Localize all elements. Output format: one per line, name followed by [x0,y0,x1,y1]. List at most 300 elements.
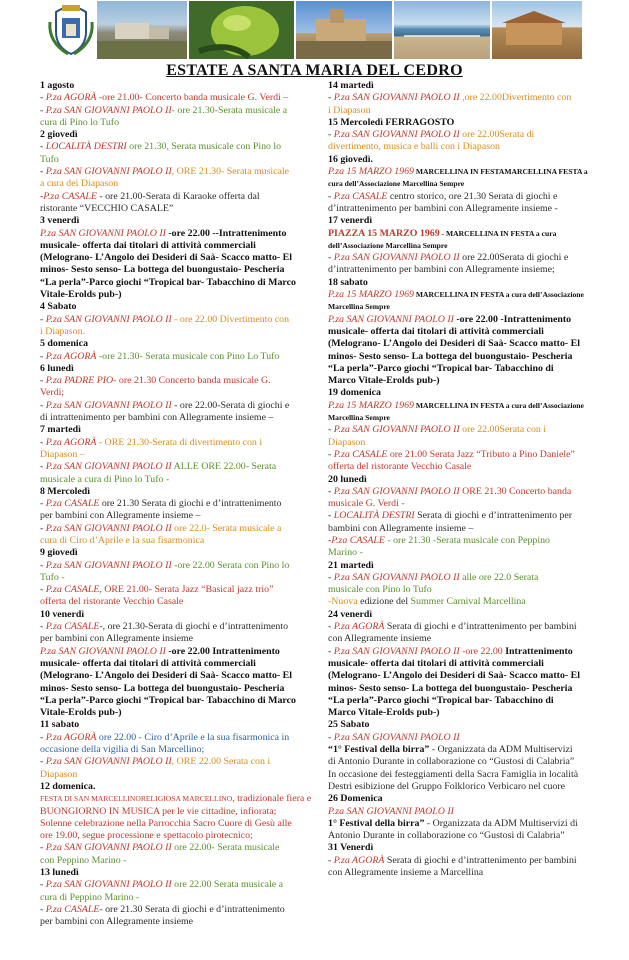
event-line [328,424,614,436]
event-text: - ORE 21.30-Serata di divertimento con i [96,436,263,448]
event-text: minos- Sesto senso- La bottega del buongustaio- Pescheria [40,682,285,694]
photo-ruins [97,1,187,59]
event-text: Solenne celebrazione nella Parrocchia Sacro Cuore di Gesù alle [40,817,292,829]
event-text: cura dell’Associazione Marcellina Sempre [328,179,465,189]
event-line [328,855,614,867]
day-heading [328,719,614,731]
event-text: di intrattenimento per bambini con Allegramente insieme – [40,412,274,424]
event-text: -, ore 21.30-Serata di giochi e d’intrattenimento [99,621,289,633]
event-line [328,228,614,240]
day-label: 17 venerdì [328,215,373,227]
event-line [328,351,614,363]
event-line [328,695,614,707]
event-line [40,252,324,264]
event-text: Diapason [40,768,78,780]
event-line [328,264,614,276]
event-text: cura di Ciro d’Aprile e la sua fisarmonica [40,534,205,546]
venue-name: P.za 15 MARZO 1969 [328,166,414,178]
event-line [40,141,324,153]
event-text: - [40,141,46,153]
event-line [328,178,614,190]
event-text: , ORE 21.00- Serata Jazz “Basical jazz trio” [99,584,274,596]
event-text: per bambini con Allegramente insieme [40,633,194,645]
venue-name: P.za SAN GIOVANNI PAOLO II [333,129,460,141]
event-line [40,695,324,707]
event-line [328,535,614,547]
event-text: - [328,252,334,264]
event-text: ore 22.00 Serata musicale a [171,879,283,891]
day-heading [328,80,614,92]
venue-name: P.za PADRE PIO [45,375,114,387]
event-text: con Allegramente insieme [328,633,432,645]
event-line [328,412,614,424]
event-text: - [40,842,46,854]
venue-name: P.za SAN GIOVANNI PAOLO II [40,227,166,239]
day-label: 16 giovedì. [328,153,373,165]
event-line [328,166,614,178]
event-text: - [40,731,46,743]
event-text: - [40,756,46,768]
event-text: Marcellina Sempre [328,302,390,312]
event-text: - [328,424,334,436]
town-crest-logo [46,2,96,57]
event-text: - [40,522,46,534]
event-line [328,363,614,375]
event-line [328,646,614,658]
event-text: Verdi; [40,387,65,399]
event-text: Marco Vitale-Erolds pub-) [328,707,440,719]
event-text: - [40,903,46,915]
event-text: musicale- offerta dai titolari di attività commerciali [40,657,256,669]
day-heading [328,609,614,621]
event-line [40,437,324,449]
event-text: - ore 22.00-Serata di giochi e [171,399,290,411]
day-heading [328,117,614,129]
event-line [328,437,614,449]
day-label: 15 Mercoledì FERRAGOSTO [328,116,455,128]
venue-name: LOCALITÀ DESTRI [333,510,415,522]
event-text: “La perla”-Parco giochi “Tropical bar- Tabacchino di [328,362,554,374]
event-text: musicale- offerta dai titolari di attività commerciali [328,657,544,669]
venue-name: P.za SAN GIOVANNI PAOLO II [333,645,460,657]
event-text: , ORE 21.30- Serata musicale [171,166,290,178]
event-text: minos- Sesto senso- La bottega del buongustaio- Pescheria [328,350,573,362]
event-text: - [40,92,46,104]
venue-name: P.za SAN GIOVANNI PAOLO II [333,731,460,743]
venue-name: P.za 15 MARZO 1969 [328,399,414,411]
event-line [40,793,324,805]
day-label: 20 lunedì [328,473,367,485]
event-text: Antonio Durante in collaborazione co “Gustosi di Calabria” [328,830,565,842]
day-label: 8 Mercoledì [40,485,90,497]
event-text: - ore 21.30 Serata di giochi e d’intrattenimento [99,903,285,915]
event-line [328,633,614,645]
event-line [40,498,324,510]
venue-name: P.za CASALE [333,190,388,202]
event-line [40,166,324,178]
day-label: 18 sabato [328,276,368,288]
event-line [328,141,614,153]
event-text: - [328,571,334,583]
event-text: “1° Festival della birra” [328,744,430,756]
event-text: ristorante “VECCHIO CASALE” [40,202,174,214]
event-line [328,129,614,141]
event-line [40,191,324,203]
event-line [328,191,614,203]
day-label: 24 venerdì [328,608,373,620]
event-text: offerta del ristorante Vecchio Casale [328,461,472,473]
event-text: offerta del ristorante Vecchio Casale [40,596,184,608]
event-line [328,338,614,350]
event-line [40,744,324,756]
venue-name: P.za 15 MARZO 1969 [328,289,414,301]
day-heading [328,215,614,227]
event-text: ,ore 22.00Divertimento con [459,92,572,104]
event-text: occasione della vigilia di San Marcellino; [40,744,205,756]
venue-name: P.za SAN GIOVANNI PAOLO II [45,842,172,854]
event-text: -ore 22.00 Serata con Pino lo [171,559,290,571]
event-line [328,830,614,842]
day-heading [40,867,324,879]
event-line [40,572,324,584]
day-label: 7 martedì [40,424,81,436]
day-heading [40,129,324,141]
day-label: 9 giovedì [40,547,78,559]
event-line [328,867,614,879]
event-text: PIAZZA 15 MARZO 1969 [328,227,440,239]
day-heading [328,387,614,399]
event-line [40,560,324,572]
venue-name: P.za SAN GIOVANNI PAOLO II [45,166,172,178]
day-heading [40,301,324,313]
venue-name: P.za AGORÀ [45,731,97,743]
event-text: MARCELLINA IN FESTA a cura dell’Associazione [413,290,584,300]
event-text: per bambini con Allegramente insieme – [40,510,201,522]
event-text: - [40,461,46,473]
event-line [328,203,614,215]
event-line [40,351,324,363]
event-text: centro storico, ore 21.30 Serata di giochi e [387,190,558,202]
event-text: Vitale-Erolds pub-) [40,289,122,301]
event-line [40,769,324,781]
event-text: i Diapason. [40,325,85,337]
event-text: Tufo [40,153,59,165]
event-text: ALLE ORE 22.00- Serata [171,461,277,473]
event-text: - ore 21.00-Serata di Karaoke offerta dal [96,190,260,202]
event-line [40,584,324,596]
photo-castle [296,1,392,59]
event-text: dell’Associazione Marcellina Sempre [328,240,448,250]
day-heading [328,154,614,166]
event-text: Serata di giochi e d’intrattenimento per bambini [384,621,577,633]
event-text: Diapason [328,436,366,448]
event-line [40,683,324,695]
event-text: musicale- offerta dai titolari di attività commerciali [40,239,256,251]
event-text: -ore 21.00- Concerto banda musicale G. Verdi – [96,92,289,104]
event-line [328,707,614,719]
event-text: d’intrattenimento per bambini con Allegramente insieme; [328,264,555,276]
event-line [40,178,324,190]
event-text: ore 22.00Serata di [459,129,535,141]
event-line [40,400,324,412]
event-text: - ore 22.00 Divertimento con [171,313,290,325]
venue-name: P.za CASALE [45,621,100,633]
event-line [40,203,324,215]
event-text: - ore 21.30 -Serata musicale con Peppino [384,534,550,546]
event-text: -ore 22.00 Intrattenimento [165,645,280,657]
event-text: - [40,498,46,510]
day-heading [328,560,614,572]
event-line [328,301,614,313]
event-text: Destri esibizione del Gruppo Folklorico Verbicaro nel cuore [328,780,566,792]
event-line [328,400,614,412]
day-label: 10 venerdì [40,608,85,620]
photo-old-house [492,1,582,59]
day-label: 4 Sabato [40,301,77,313]
event-line [40,732,324,744]
event-line [328,547,614,559]
day-label: 31 Venerdì [328,842,374,854]
day-heading [40,215,324,227]
venue-name: P.za SAN GIOVANNI PAOLO II [333,485,460,497]
event-text: divertimento, musica e balli con i Diapason [328,141,500,153]
event-line [40,842,324,854]
event-text: alle ore 22.0 Serata [459,571,539,583]
event-text: i Diapason [328,104,371,116]
event-text: MARCELLINA IN FESTAMARCELLINA FESTA a [413,167,588,177]
event-text: edizione del [357,596,411,608]
event-text: In occasione dei festeggiamenti della Sacra Famiglia in località [328,768,579,780]
event-line [40,154,324,166]
event-line [40,277,324,289]
event-line [328,683,614,695]
day-heading [328,793,614,805]
venue-name: P.za SAN GIOVANNI PAOLO II [45,313,172,325]
venue-name: P.za SAN GIOVANNI PAOLO II [328,313,454,325]
day-label: 2 giovedì [40,129,78,141]
event-text: Tufo - [40,571,65,583]
event-line [328,621,614,633]
venue-name: P.za AGORÀ [45,436,97,448]
event-text: ore 21.00 Serata Jazz “Tributo a Pino Daniele” [387,448,575,460]
event-text: -ore 22.00 --Intrattenimento [165,227,287,239]
venue-name: P.za SAN GIOVANNI PAOLO II [45,399,172,411]
day-label: 1 agosto [40,80,75,91]
event-text: musicale con Pino lo Tufo [328,584,432,596]
event-text: - [40,621,46,633]
event-text: - [328,129,334,141]
event-text: minos- Sesto senso- La bottega del buongustaio- Pescheria [40,264,285,276]
event-line [40,879,324,891]
event-line [328,240,614,252]
event-line [40,449,324,461]
event-line [40,523,324,535]
event-line [40,892,324,904]
venue-name: P.za SAN GIOVANNI PAOLO II [333,92,460,104]
event-line [328,486,614,498]
event-line [328,670,614,682]
event-text: ore 22.00- Serata musicale [171,842,280,854]
venue-name: P.za SAN GIOVANNI PAOLO II [333,571,460,583]
event-line [328,806,614,818]
event-text: -ore 22.00 -Intrattenimento [453,313,572,325]
venue-name: LOCALITÀ DESTRI [45,141,127,153]
event-text: “La perla”-Parco giochi “Tropical bar- Tabacchino di [328,694,554,706]
event-text: ore 22.00Serata di giochi e [459,252,569,264]
event-text: - [40,350,46,362]
event-text: - [40,313,46,325]
day-heading [40,486,324,498]
day-heading [328,277,614,289]
event-line [40,830,324,842]
event-line [40,412,324,424]
event-text: musicale a cura di Pino lo Tufo - [40,473,170,485]
event-line [328,510,614,522]
event-line [40,855,324,867]
event-text: con Allegramente insieme a Marcellina [328,867,484,878]
event-line [40,289,324,301]
event-text: MARCELLINA IN FESTA a cura dell’Associazione [413,400,584,410]
event-text: - [328,621,334,633]
event-text: ore 22.00Serata con i [459,424,547,436]
event-text: -ore 22.00 [459,645,503,657]
venue-name: P.za CASALE [45,584,100,596]
venue-name: P.za SAN GIOVANNI PAOLO II [45,559,172,571]
event-line [40,646,324,658]
event-text: musicale G. Verdi - [328,498,405,510]
day-heading [40,719,324,731]
event-line [40,387,324,399]
event-text: (Melograno- L’Angolo dei Desideri di Saà- Scacco matto- El [328,670,580,682]
page-title: ESTATE A SANTA MARIA DEL CEDRO [166,62,463,79]
event-text: con Peppino Marino - [40,854,127,866]
event-text: (Melograno- L’Angolo dei Desideri di Saà- Scacco matto- El [40,252,292,264]
event-text: - [40,584,46,596]
event-text: 1° Festival della birra” [328,817,425,829]
event-text: - [328,92,334,104]
event-text: ore 22.0- Serata musicale a [171,522,282,534]
day-heading [40,338,324,350]
event-text: di Antonio Durante in collaborazione co “Gustosi di Calabria” [328,756,575,768]
event-line [328,375,614,387]
event-text: - Organizzata da ADM Multiservizi [429,744,573,756]
event-line [328,818,614,830]
event-text: FESTA DI SAN MARCELLINORELIGIOSA MARCELLINO [40,794,233,804]
event-text: - ore 21.30 Concerto banda musicale G. [113,375,271,387]
event-text: - MARCELLINA IN FESTA a cura [439,228,557,238]
event-line [40,264,324,276]
venue-name: P.za SAN GIOVANNI PAOLO II [45,461,172,473]
event-text: - [328,534,332,546]
day-heading [40,609,324,621]
event-line [328,572,614,584]
event-text: a cura dei Diapason [40,178,119,190]
venue-name: P.za SAN GIOVANNI PAOLO II [45,756,172,768]
venue-name: P.za CASALE [333,448,388,460]
event-line [328,732,614,744]
photo-cedro-fruit [189,1,294,59]
event-text: Serata di giochi e d’intrattenimento per bambini [384,854,577,866]
event-line [40,916,324,928]
venue-name: P.za SAN GIOVANNI PAOLO II [45,879,172,891]
event-text: d’intrattenimento per bambini con Allegramente insieme - [328,202,558,214]
day-heading [40,363,324,375]
event-text: ore 19.00, segue processione e spettacolo pirotecnico; [40,830,253,842]
venue-name: P.za SAN GIOVANNI PAOLO II [333,424,460,436]
day-heading [40,547,324,559]
event-line [328,92,614,104]
event-line [40,240,324,252]
schedule-column-left [40,80,324,928]
event-text: Intrattenimento [502,645,573,657]
venue-name: P.za AGORÀ [45,350,97,362]
event-line [40,510,324,522]
day-label: 26 Domenica [328,793,383,805]
day-heading [40,424,324,436]
event-line [40,461,324,473]
event-text: - [40,436,46,448]
event-line [328,461,614,473]
event-text: - [328,190,334,202]
event-line [328,449,614,461]
day-label: 25 Sabato [328,719,370,731]
day-label: 21 martedì [328,559,374,571]
event-text: Marco Vitale-Erolds pub-) [328,375,440,387]
event-text: - [328,510,334,522]
event-text: - [40,190,44,202]
day-label: 5 domenica [40,338,89,350]
venue-name: P.za CASALE [45,903,100,915]
day-label: 11 sabato [40,719,80,731]
event-text: cura di Pino lo Tufo [40,116,120,128]
event-text: bambini con Allegramente insieme – [328,522,474,534]
event-line [328,744,614,756]
event-line [328,756,614,768]
header-banner [0,0,629,60]
event-text: ore 21.30 Serata di giochi e d’intrattenimento [99,498,282,510]
event-line [40,105,324,117]
venue-name: P.za SAN GIOVANNI PAOLO II [45,522,172,534]
venue-name: P.za AGORÀ [333,854,385,866]
day-label: 3 venerdì [40,215,80,227]
event-text: minos- Sesto senso- La bottega del buongustaio- Pescheria [328,682,573,694]
event-text: -ore 21.30- Serata musicale con Pino Lo Tufo [96,350,280,362]
event-line [328,252,614,264]
event-text: Summer Carnival Marcellina [410,596,526,608]
event-text: - [40,375,46,387]
event-text: - [40,166,46,178]
event-text: Marcellina Sempre [328,413,390,423]
event-text: ore 22.00 - Ciro d’Aprile e la sua fisarmonica in [96,731,290,743]
event-line [40,535,324,547]
event-line [40,228,324,240]
event-line [40,818,324,830]
event-text: - [40,559,46,571]
event-text: - [328,645,334,657]
day-heading [40,781,324,793]
day-label: 12 domenica. [40,780,96,792]
event-text: - ore 21.30-Serata musicale a [171,104,288,116]
event-line [40,375,324,387]
event-text: - [40,104,46,116]
day-label: 6 lunedì [40,362,74,374]
event-text: - [328,854,334,866]
event-text: Serata di giochi e d’intrattenimento per [414,510,573,522]
event-line [40,314,324,326]
event-line [328,769,614,781]
venue-name: P.za SAN GIOVANNI PAOLO II [40,645,166,657]
event-line [328,105,614,117]
